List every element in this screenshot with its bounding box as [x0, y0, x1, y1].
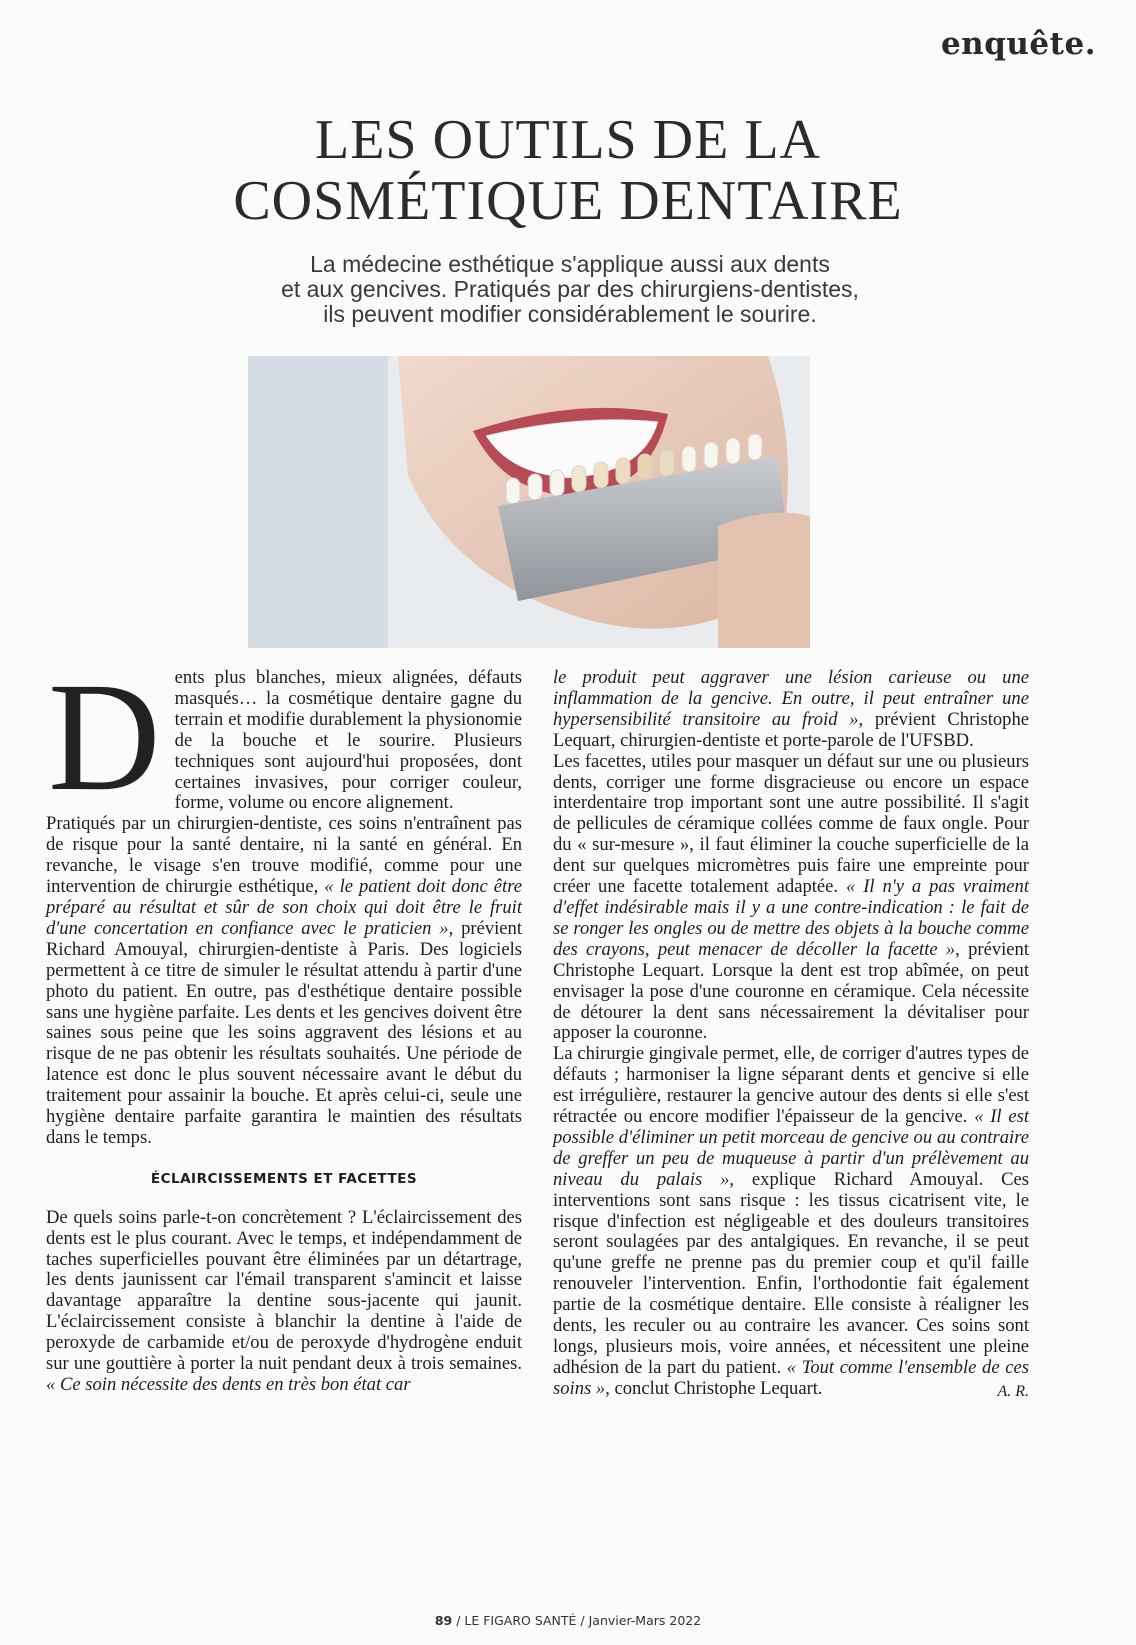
- standfirst: [200, 252, 940, 327]
- subhead: ÉCLAIRCISSEMENTS ET FACETTES: [150, 1170, 418, 1187]
- left-paragraph-1-text: ents plus blanches, mieux alignées, défauts masqués… la cosmétique dentaire gagne du terrain et modifie durablement la physionomie de la bouche et le sourire. Plusieurs techniques sont aujourd'hui proposées, dont certaines invasives, pour corriger couleur, forme, volume ou encore alignement.: [174, 667, 522, 814]
- right-paragraph-2-text-b: , prévient Christophe Lequart. Lorsque la dent est trop abîmée, on peut envisager la pose d'une couronne en céramique. Cela nécessite de détourer la dent sans nécessairement la dévitaliser pour apposer la couronne.: [553, 938, 1029, 1044]
- right-column: [553, 668, 1029, 1403]
- left-paragraph-2-text-b: , prévient Richard Amouyal, chirurgien-dentiste à Paris. Des logiciels permettent à ce titre de simuler le résultat attendu à partir d'une photo du patient. En outre, pas d'esthétique dentaire possible sans une hygiène parfaite. Les dents et les gencives doivent être saines sous peine que les soins aggravent des lésions et au risque de ne pas obtenir les résultats souhaités. Une période de latence est donc le plus souvent nécessaire avant le début du traitement pour assainir la bouche. Et après celui-ci, seule une hygiène dentaire parfaite garantira le maintien des résultats dans le temps.: [46, 917, 523, 1148]
- right-paragraph-2: [553, 752, 1029, 1045]
- dropcap: D: [48, 650, 161, 823]
- left-paragraph-3: [46, 1208, 522, 1396]
- right-paragraph-1: [553, 668, 1029, 752]
- footer-separator-1: /: [452, 1613, 465, 1628]
- smile-with-shade-guide-photo: [248, 356, 810, 648]
- quote-lequart-2: « Il n'y a pas vraiment d'effet indésirable mais il y a une contre-indication : le fait de se ronger les ongles ou de mettre des objets à la bouche comme des crayons, peut menacer de décoller la facette »: [553, 876, 1029, 960]
- headline-line-2: COSMÉTIQUE DENTAIRE: [233, 170, 903, 232]
- publication-name: LE FIGARO SANTÉ: [464, 1613, 577, 1628]
- quote-lequart-3: « Tout comme l'ensemble de ces soins »: [553, 1356, 1029, 1399]
- right-paragraph-3-text-c: , conclut Christophe Lequart.: [605, 1377, 823, 1399]
- photo-illustration: [248, 356, 810, 648]
- right-paragraph-2-text-a: Les facettes, utiles pour masquer un défaut sur une ou plusieurs dents, corriger une forme disgracieuse ou encore un espace interdentaire trop important sont une autre possibilité. Il s'agit de pellicules de céramique collées comme de faux ongle. Pour du « sur-mesure », il faut éliminer la couche superficielle de la dent sur quelques micromètres puis faire une empreinte pour créer une facette totalement adaptée.: [553, 750, 1029, 898]
- section-tag: [941, 26, 1096, 62]
- section-tag-dot: .: [1084, 26, 1096, 62]
- issue-date: Janvier-Mars 2022: [588, 1613, 702, 1628]
- page-footer: [0, 1613, 1136, 1628]
- section-tag-label: enquête: [940, 26, 1085, 62]
- standfirst-line-2: et aux gencives. Pratiqués par des chirurgiens-dentistes,: [281, 276, 859, 302]
- quote-amouyal-2: « Il est possible d'éliminer un petit morceau de gencive ou au contraire de greffer un peu de muqueuse à partir d'un prélèvement au niveau du palais »: [553, 1106, 1029, 1190]
- right-paragraph-1-text: , prévient Christophe Lequart, chirurgien-dentiste et porte-parole de l'UFSBD.: [553, 708, 1029, 751]
- left-paragraph-3-text: De quels soins parle-t-on concrètement ? L'éclaircissement des dents est le plus courant. Avec le temps, et indépendamment de taches superficielles pouvant être éliminées par un détartrage, les dents jaunissent car l'émail transparent s'amincit et laisse davantage apparaître la dentine sous-jacente qui jaunit. L'éclaircissement consiste à blanchir la dentine à l'aide de peroxyde de carbamide et/ou de peroxyde d'hydrogène enduit sur une gouttière à porter la nuit pendant deux à trois semaines.: [46, 1206, 522, 1375]
- left-column: [46, 650, 523, 1396]
- page-number: 89: [434, 1613, 453, 1628]
- quote-lequart-1-start: « Ce soin nécessite des dents en très bon état car: [46, 1374, 411, 1395]
- left-paragraph-2-text-a: Pratiqués par un chirurgien-dentiste, ces soins n'entraînent pas de risque pour la santé dentaire, ni la santé en général. En revanche, le visage s'en trouve modifié, comme pour une intervention de chirurgie esthétique,: [46, 813, 522, 898]
- headline: [0, 110, 1136, 232]
- right-paragraph-3-text-a: La chirurgie gingivale permet, elle, de corriger d'autres types de défauts ; harmoniser la ligne séparant dents et gencive si elle est irrégulière, restaurer la gencive autour des dents si elle s'est rétractée ou encore modifier l'épaisseur de la gencive.: [553, 1043, 1029, 1128]
- standfirst-line-3: ils peuvent modifier considérablement le sourire.: [323, 301, 817, 327]
- quote-lequart-1-end: le produit peut aggraver une lésion carieuse ou une inflammation de la gencive. En outre, il peut entraîner une hypersensibilité transitoire au froid »: [553, 667, 1029, 730]
- standfirst-line-1: La médecine esthétique s'applique aussi aux dents: [310, 251, 830, 277]
- left-paragraph-2: [46, 814, 522, 1149]
- headline-line-1: LES OUTILS DE LA: [315, 109, 821, 171]
- right-paragraph-3: [553, 1044, 1029, 1399]
- author-signature: A. R.: [997, 1382, 1029, 1400]
- quote-amouyal-1: « le patient doit donc être préparé au résultat et sûr de son choix qui doit être le fruit d'une concertation en confiance avec le praticien »: [46, 876, 523, 939]
- right-paragraph-3-text-b: , explique Richard Amouyal. Ces interventions sont sans risque : les tissus cicatrisent vite, le risque d'infection est négligeable et des douleurs transitoires seront soulagées par des antalgiques. En revanche, il se peut qu'une greffe ne prenne pas du premier coup et qu'il faille renouveler l'intervention. Enfin, l'orthodontie fait également partie de la cosmétique dentaire. Elle consiste à réaligner les dents, les reculer ou au contraire les avancer. Ces soins sont longs, plusieurs mois, voire années, et nécessitent une pleine adhésion de la part du patient.: [553, 1168, 1030, 1378]
- footer-separator-2: /: [576, 1613, 589, 1628]
